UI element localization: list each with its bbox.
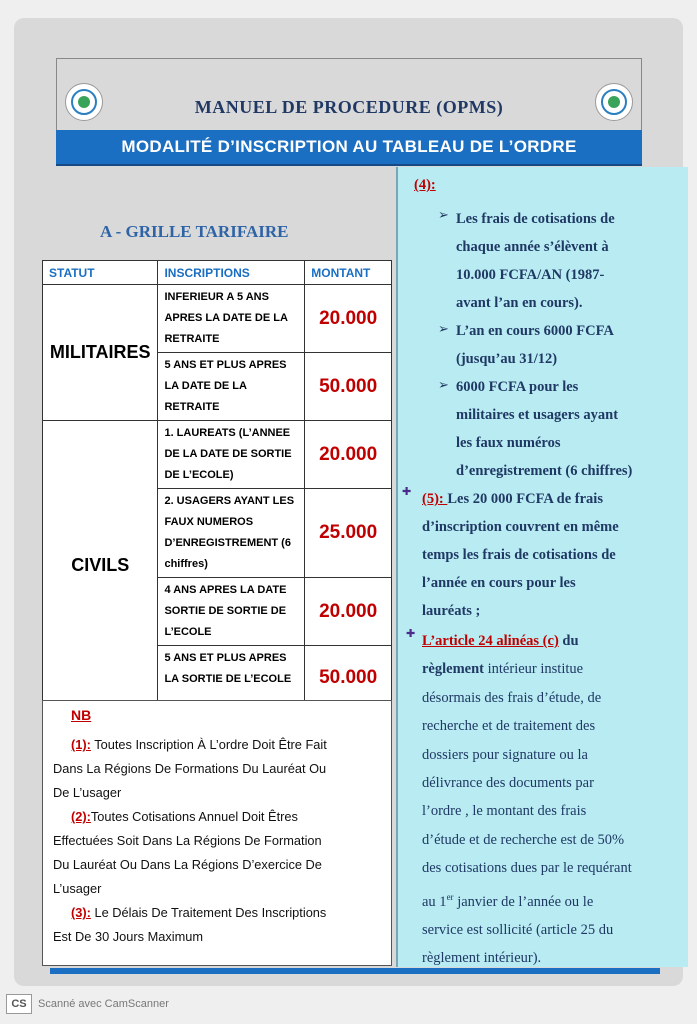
nb-text: Dans La Régions De Formations Du Lauréat Ou <box>53 761 327 776</box>
text-line: militaires et usagers ayant <box>456 407 619 423</box>
nb-text-3: Le Délais De Traitement Des Inscriptions Est De 30 Jours Maximum <box>53 905 327 944</box>
pointer-bullet-icon <box>406 631 416 641</box>
text-line: délivrance des documents par <box>422 775 594 792</box>
note-4-bullet-1 <box>456 205 615 317</box>
inscription-cell: INFERIEUR A 5 ANS APRES LA DATE DE LA RETRAITE <box>158 285 305 353</box>
note-4-bullet-2 <box>456 317 614 373</box>
right-notes-panel <box>396 167 688 967</box>
text-line: d’enregistrement (6 chiffres) <box>456 463 633 479</box>
text-line: janvier de l’année ou le <box>453 893 594 910</box>
text-line: intérieur institue <box>484 661 584 678</box>
text-line: L’an en cours 6000 FCFA <box>456 323 614 339</box>
text-line: désormais des frais d’étude, de <box>422 689 602 706</box>
montant-cell: 20.000 <box>305 421 392 489</box>
inscription-cell: 5 ANS ET PLUS APRES LA DATE DE LA RETRAITE <box>158 353 305 421</box>
col-inscriptions-header: INSCRIPTIONS <box>158 261 305 285</box>
text-line: Les 20 000 FCFA de frais <box>447 491 603 507</box>
text-line: service est sollicité (article 25 du <box>422 921 614 938</box>
text-line: Les frais de cotisations de <box>456 211 615 227</box>
table-header-row <box>43 261 392 285</box>
text-line: 6000 FCFA pour les <box>456 379 579 395</box>
article-24-note <box>422 627 632 973</box>
col-statut-header: STATUT <box>43 261 158 285</box>
text-line: l’année en cours pour les <box>422 575 576 591</box>
statut-militaires: MILITAIRES <box>43 285 158 421</box>
col-montant-header: MONTANT <box>305 261 392 285</box>
bottom-bar <box>50 968 660 974</box>
note-5 <box>422 485 619 625</box>
nb-num-1: (1): <box>71 737 91 752</box>
table-row <box>43 285 392 353</box>
nb-item-3 <box>53 901 326 949</box>
arrow-bullet-icon: ➢ <box>438 207 449 222</box>
montant-cell: 20.000 <box>305 285 392 353</box>
text-line: (jusqu’au 31/12) <box>456 351 558 367</box>
nb-num-3: (3): <box>71 905 91 920</box>
nb-text: Toutes Inscription À L’ordre Doit Être Fait <box>90 737 327 752</box>
nb-item-1 <box>53 733 327 805</box>
inscription-cell: 4 ANS APRES LA DATE SORTIE DE SORTIE DE L’ECOLE <box>158 578 305 646</box>
nb-text: De L’usager <box>53 785 122 800</box>
tariff-table <box>42 260 392 711</box>
article-label: L’article 24 alinéas (c) <box>422 633 559 649</box>
statut-civils: CIVILS <box>43 421 158 711</box>
text-line: des cotisations dues par le requérant <box>422 860 632 877</box>
note-5-label: (5): <box>422 491 448 507</box>
nb-item-2 <box>53 805 322 901</box>
text-line: les faux numéros <box>456 435 561 451</box>
montant-cell: 20.000 <box>305 578 392 646</box>
arrow-bullet-icon: ➢ <box>438 377 449 392</box>
text-line: avant l’an en cours). <box>456 295 583 311</box>
montant-cell: 25.000 <box>305 489 392 578</box>
camscanner-logo-icon: CS <box>6 994 32 1014</box>
arrow-bullet-icon: ➢ <box>438 321 449 336</box>
section-title-bar: MODALITÉ D’INSCRIPTION AU TABLEAU DE L’ORDRE <box>56 130 642 164</box>
inscription-cell: 1. LAUREATS (L’ANNEE DE LA DATE DE SORTIE DE L’ECOLE) <box>158 421 305 489</box>
header-box <box>56 58 642 135</box>
nb-num-2: (2): <box>71 809 91 824</box>
grille-title: A - GRILLE TARIFAIRE <box>100 222 289 241</box>
nb-text-2: Toutes Cotisations Annuel Doit Êtres Effectuées Soit Dans La Régions De Formation Du Lauréat Ou Dans La Régions D’exercice De L’usager <box>53 809 322 896</box>
manual-title: MANUEL DE PROCEDURE (OPMS) <box>194 97 504 117</box>
text-line: d’inscription couvrent en même <box>422 519 619 535</box>
text-line: au 1 <box>422 893 447 910</box>
text-line: dossiers pour signature ou la <box>422 746 588 763</box>
montant-cell: 50.000 <box>305 353 392 421</box>
text-line: lauréats ; <box>422 603 481 619</box>
note-4-label: (4): <box>414 177 436 193</box>
text-line: règlement <box>422 661 484 678</box>
note-4-bullet-3 <box>456 373 632 485</box>
text-line: l’ordre , le montant des frais <box>422 803 587 820</box>
inscription-cell: 5 ANS ET PLUS APRES LA SORTIE DE L’ECOLE <box>158 646 305 711</box>
text-line: règlement intérieur). <box>422 950 542 967</box>
text-line: d’étude et de recherche est de 50% <box>422 831 625 848</box>
text-line: chaque année s’élèvent à <box>456 239 609 255</box>
text-line: du <box>558 633 579 649</box>
text-line: recherche et de traitement des <box>422 718 596 735</box>
text-line: 10.000 FCFA/AN (1987- <box>456 267 605 283</box>
nb-title: NB <box>71 707 92 723</box>
camscanner-watermark: Scanné avec CamScanner <box>38 998 169 1010</box>
text-line: temps les frais de cotisations de <box>422 547 616 563</box>
inscription-cell: 2. USAGERS AYANT LES FAUX NUMEROS D’ENREGISTREMENT (6 chiffres) <box>158 489 305 578</box>
nb-box <box>42 700 392 966</box>
superscript: er <box>446 891 454 902</box>
table-row <box>43 421 392 489</box>
montant-cell: 50.000 <box>305 646 392 711</box>
pointer-bullet-icon <box>402 489 412 499</box>
